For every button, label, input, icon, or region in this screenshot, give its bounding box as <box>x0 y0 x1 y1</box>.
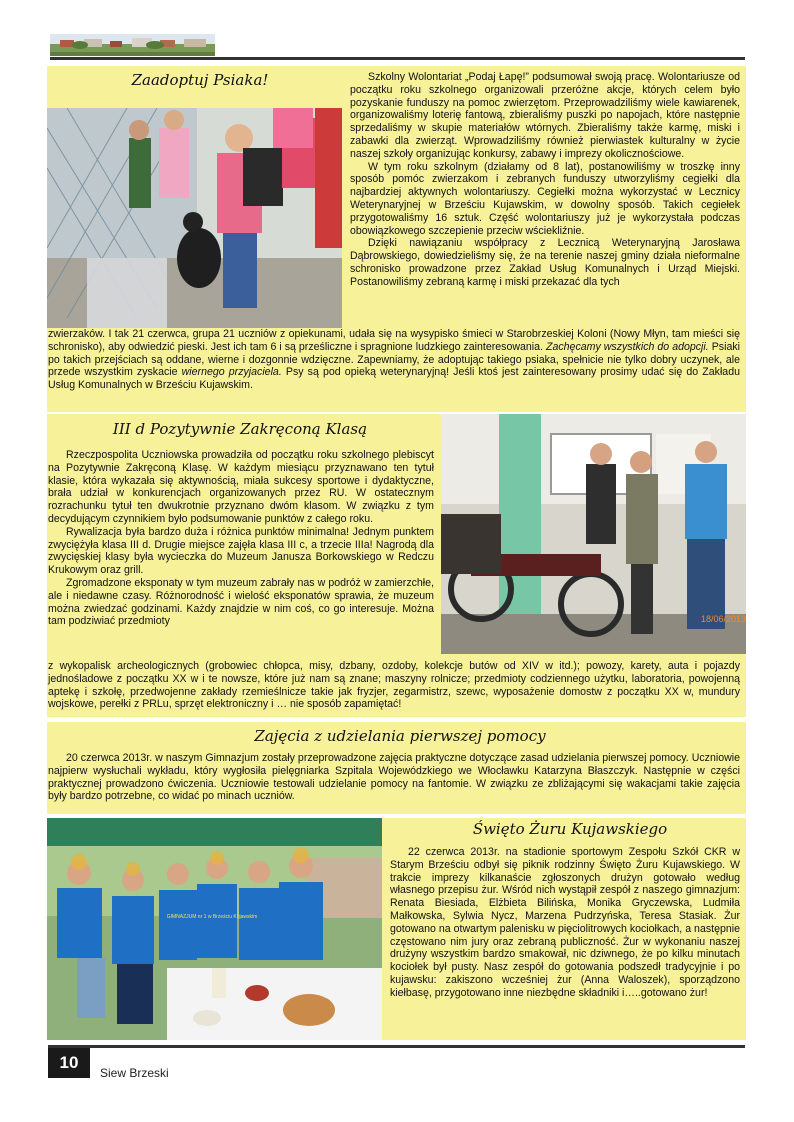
article-zur-body <box>390 846 740 1000</box>
article-zur-title: Święto Żuru Kujawskiego <box>472 820 668 838</box>
article-adopt-paragraph-2: W tym roku szkolnym (działamy od 8 lat), postanowiliśmy w troszkę inny sposób pomóc zwierzakom i zebranych funduszy utworzyliśmy cegiełki dla najbardziej aktywnych wolontariuszy. Cegiełki można wykorzystać w Lecznicy Weterynaryjnej w Brześciu Kujawskim, w dowolny sposób. Takich cegiełek przygotowaliśmy 16 sztuk. Część wolontariuszy już je wykorzystała podczas obowiązkowego szczepienie przeciw wściekliźnie. <box>350 160 740 237</box>
article-class-paragraph-3b: z wykopalisk archeologicznych (grobowiec chłopca, misy, dzbany, ozdoby, kolekcje butów od XIV w itd.); powozy, karety, auta i pojazdy jednośladowe z początku XX w i te nowsze, które już nam są znane; maszyny rolnicze; przedmioty codziennego użytku, laboratoria, powojenną aptekę i szkołę, przedwojenne zakłady rzemieślnicze takie jak fryzjer, zegarmistrz, szewc, wyposażenie domostw z początku XX w, mundury wojskowe, perełki z PRLu, sprzęt elektroniczny i … nie sposób zapamiętać! <box>48 660 740 711</box>
article-firstaid-body <box>48 752 740 803</box>
adoption-call: Zachęcamy wszystkich do adopcji. <box>546 340 709 353</box>
article-zur-paragraph-1: 22 czerwca 2013r. na stadionie sportowym Zespołu Szkół CKR w Starym Brześciu odbył się piknik rodzinny Święto Żuru Kujawskiego. W trakcie imprezy kilkanaście zgłoszonych drużyn gotowało według własnego przepisu żur. Wśród nich wystąpił zespół z naszego gimnazjum: Renata Biesiada, Elżbieta Bilińska, Monika Gryczewska, Ludmiła Małkowska, Sylwia Nycz, Marzena Pudrzyńska, Teresa Stasiak. Żur gotowano na otwartym palenisku w pięciolitrowych kociołkach, a następnie częstowano nim jury oraz zebraną publiczność. Żur w wykonaniu naszej drużyny wszystkim bardzo smakował, nic dziwnego, że po kilku minutach kociołek był pusty. Nasz zespół do gotowania podszedł tradycyjnie i po kujawsku: zakiszono wcześniej żur (Anna Waloszek), sporządzono kiełbasę, przygotowano inne niezbędne składniki i…..gotowano żur! <box>390 846 740 999</box>
team-shirt-text: GIMNAZJUM nr 1 w Brześciu Kujawskim <box>166 914 258 920</box>
header-village-photo <box>50 34 215 56</box>
article-adopt-paragraph-3a: Dzięki nawiązaniu współpracy z Lecznicą Weterynaryjną Jarosława Dąbrowskiego, dowiedzieliśmy się, że na terenie naszej gminy działa nieformalne schronisko prowadzone przez Zakład Usług Komunalnych i Urząd Miejski. Postanowiliśmy zebraną karmę i miski przekazać dla tych <box>350 237 740 288</box>
article-adopt-body-right <box>350 71 740 289</box>
publication-name: Siew Brzeski <box>100 1066 169 1080</box>
article-adopt-paragraph-3d: Psiaki po takich przejściach są oddane, wierne i dozgonnie wdzięczne. Zapewniamy, że adoptując takiego psiaka, spełnicie nie tylko dobry uczynek, ale przede wszystkim zyskacie <box>48 340 740 379</box>
cooking-team-photo <box>47 818 382 1040</box>
article-adopt-paragraph-1: Szkolny Wolontariat „Podaj Łapę!” podsumował swoją pracę. Wolontariusze od początku roku szkolnego organizowali przeróżne akcje, których celem było pozyskanie funduszy na pomoc zwierzętom. Przeprowadziliśmy wiele kawiarenek, organizowaliśmy loterię fantową, zbieraliśmy puszki po napojach, które następnie sprzedaliśmy w skupie materiałów wtórnych. Zbieraliśmy także karmę, miski i zabawki dla zwierząt. Wprowadziliśmy również pierwiastek kulturalny w życie naszej szkoły organizując konkursy, zabawy i imprezy okolicznościowe. <box>350 71 740 160</box>
page-number: 10 <box>48 1048 90 1078</box>
volunteers-dog-photo <box>47 108 342 328</box>
article-firstaid-paragraph-1: 20 czerwca 2013r. w naszym Gimnazjum zostały przeprowadzone zajęcia praktyczne dotyczące zasad udzielania pierwszej pomocy. Uczniowie najpierw wysłuchali wykładu, który wygłosiła pielęgniarka Szpitala Wojewódzkiego we Włocławku Katarzyna Błaszczyk. Następnie w części praktycznej prowadzono ćwiczenia. Uczniowie testowali udzielanie pomocy na fantomie. W związku ze zbliżającymi się wakacjami takie zajęcia były bardzo potrzebne, co widać po minach uczniów. <box>48 752 740 803</box>
article-firstaid-title: Zajęcia z udzielania pierwszej pomocy <box>254 727 546 745</box>
article-class-title: III d Pozytywnie Zakręconą Klasą <box>112 420 368 438</box>
article-class-paragraph-3a: Zgromadzone eksponaty w tym muzeum zabrały nas w podróż w zamierzchłe, ale i niedawne czasy. Różnorodność i wielość eksponatów sprawia, że muzeum można zwiedzać godzinami. Każdy znajdzie w nim coś, co go interesuje. Można tam podziwiać przedmioty <box>48 576 434 628</box>
museum-date-stamp: 18/06/2013 <box>701 614 746 624</box>
article-class-body-full <box>48 660 740 711</box>
article-class-paragraph-1: Rzeczpospolita Uczniowska prowadziła od początku roku szkolnego plebiscyt na Pozytywnie Zakręconą Klasę. W każdym miesiącu przyznawano ten tytuł klasie, która wykazała się aktywnością, miała sukcesy sportowe i dydaktyczne, brała udział w konkurencjach organizowanych przez RU. W ostatecznym rozrachunku tytuł ten dwukrotnie przyznano dwóm klasom. W związku z tym decydującym czynnikiem było podsumowanie punktów z całego roku. <box>48 449 434 525</box>
footer-rule <box>48 1045 745 1048</box>
article-adopt-body-full <box>48 328 740 392</box>
article-adopt-paragraph-3f: Psy są pod opieką weterynaryjną! Jeśli ktoś jest zainteresowany prosimy udać się do Zakładu Usług Komunalnych w Brześciu Kujawskim. <box>48 366 740 392</box>
article-adopt-title: Zaadoptuj Psiaka! <box>131 71 269 89</box>
faithful-friend: wiernego przyjaciela. <box>181 366 282 379</box>
article-adopt-paragraph-3b: zwierzaków. I tak 21 czerwca, grupa 21 uczniów z opiekunami, udała się na wysypisko śmieci w Starobrzeskiej Koloni (Nowy Młyn, tam mieści się schronisko), aby odwiedzić pieski. Jest ich tam 6 i są prześliczne i spragnione ludzkiego zainteresowania. <box>48 328 740 353</box>
article-class-paragraph-2: Rywalizacja była bardzo duża i różnica punktów minimalna! Jednym punktem zwyciężyła klasa III d. Drugie miejsce zajęła klasa III c, a trzecie IIIa! Nagrodą dla zwycięskiej klasy była wycieczka do Muzeum Janusza Borkowskiego w Redczu Krukowym oraz grill. <box>48 525 434 577</box>
museum-visit-photo <box>441 414 746 654</box>
header-rule <box>50 57 745 60</box>
article-class-body-left <box>48 449 434 628</box>
